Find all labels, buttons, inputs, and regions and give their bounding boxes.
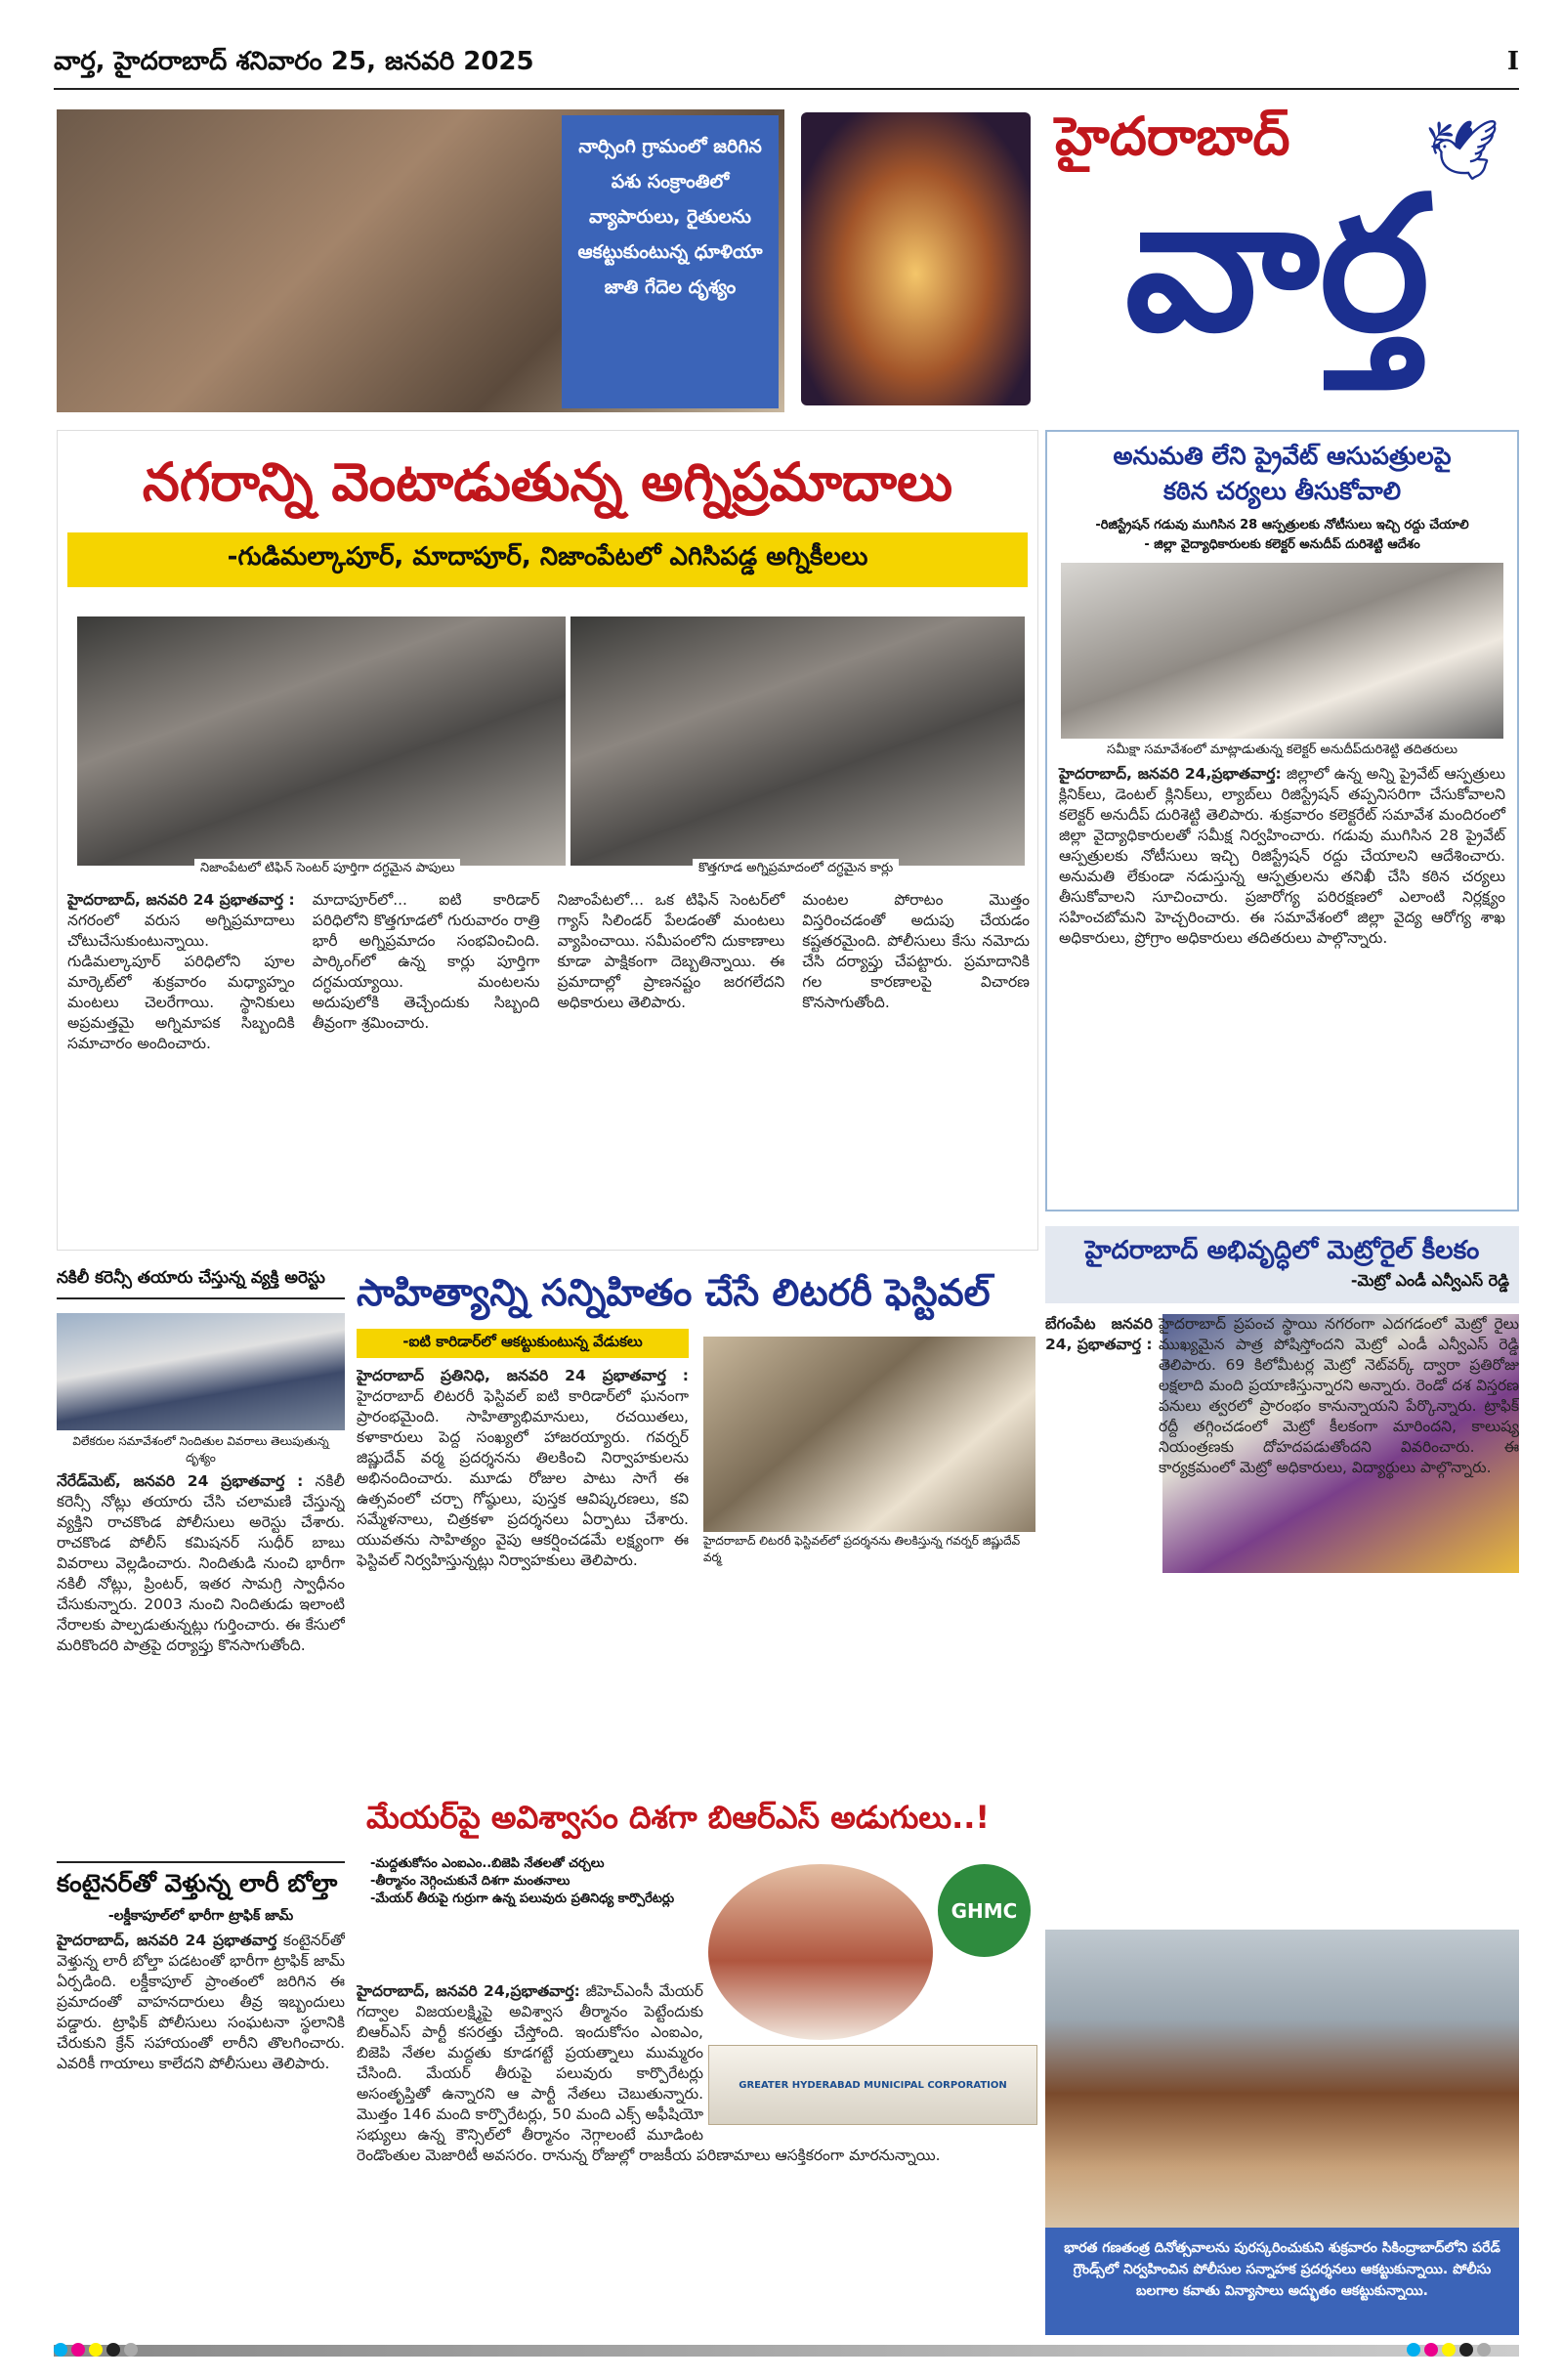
fire-sub-headline: -గుడిమల్కాపూర్, మాదాపూర్, నిజాంపేటలో ఎగిసిపడ్డ అగ్నికీలలు [67, 532, 1028, 587]
fake-currency-story [57, 1268, 345, 1854]
masthead-brand: వార్త [1124, 154, 1430, 372]
republic-caption-box [1045, 2228, 1519, 2335]
hospital-body [1047, 764, 1517, 1174]
mayor-story [357, 1796, 1035, 2338]
fire-story [57, 430, 1038, 1251]
hospital-story [1045, 430, 1519, 1211]
fake-currency-photo [57, 1313, 345, 1430]
fire-dateline: హైదరాబాద్, జనవరి 24 ప్రభాతవార్త : [67, 891, 295, 909]
literature-dateline: హైదరాబాద్ ప్రతినిధి, జనవరి 24 ప్రభాతవార్త : [357, 1367, 689, 1384]
fire-photo-tiffin [77, 616, 566, 866]
fake-currency-headline: నకిలీ కరెన్సీ తయారు చేస్తున్న వ్యక్తి అరెస్టు [57, 1268, 345, 1299]
metro-story [1045, 1226, 1519, 1915]
charminar-image [801, 112, 1031, 405]
metro-dateline: బేగంపేట జనవరి 24, ప్రభాతవార్త : [1045, 1315, 1153, 1353]
fake-currency-text: నకిలీ కరెన్సీ నోట్లు తయారు చేసి చలామణి చేస్తున్న వ్యక్తిని రాచకొండ పోలీసులు అరెస్టు చేశారు. రాచకొండ పోలీస్ కమిషనర్ సుధీర్ బాబు వివరాలు వెల్లడించారు. నిందితుడి నుంచి భారీగా నకిలీ నోట్లు, ప్రింటర్, ఇతర సామగ్రి స్వాధీనం చేసుకున్నారు. 2003 నుంచి నిందితుడు ఇలాంటి నేరాలకు పాల్పడుతున్నట్లు గుర్తించారు. ఈ కేసులో మరికొందరి పాత్రపై దర్యాప్తు కొనసాగుతోంది. [57, 1472, 345, 1654]
republic-parade-photo [1045, 1930, 1519, 2228]
literature-text: హైదరాబాద్ లిటరరీ ఫెస్టివల్ ఐటి కారిడార్‌లో ఘనంగా ప్రారంభమైంది. సాహిత్యాభిమానులు, రచయితలు, కళాకారులు పెద్ద సంఖ్యలో హాజరయ్యారు. గవర్నర్ జిష్ణుదేవ్ వర్మ ప్రదర్శనను తిలకించి నిర్వాహకులను అభినందించారు. మూడు రోజుల పాటు సాగే ఈ ఉత్సవంలో చర్చా గోష్ఠులు, పుస్తక ఆవిష్కరణలు, కవి సమ్మేళనాలు, చిత్రకళా ప్రదర్శనలు ఏర్పాటు చేశారు. యువతను సాహిత్యం వైపు ఆకర్షించడమే లక్ష్యంగా ఈ ఫెస్టివల్ నిర్వహిస్తున్నట్లు నిర్వాహకులు తెలిపారు. [357, 1387, 689, 1569]
lorry-body [57, 1931, 345, 2302]
fire-para-1: నగరంలో వరుస అగ్నిప్రమాదాలు చోటుచేసుకుంటున్నాయి. గుడిమల్కాపూర్ పరిధిలోని పూల మార్కెట్‌లో శుక్రవారం మధ్యాహ్నం మంటలు చెలరేగాయి. స్థానికులు అప్రమత్తమై అగ్నిమాపక సిబ్బందికి సమాచారం అందించారు. [67, 912, 295, 1052]
top-photo-caption-box [562, 115, 779, 408]
ghmc-gate-text: GREATER HYDERABAD MUNICIPAL CORPORATION [739, 2079, 1007, 2091]
hospital-text: జిల్లాలో ఉన్న అన్ని ప్రైవేట్ ఆస్పత్రులు క్లినిక్‌లు, డెంటల్ క్లినిక్‌లు, ల్యాబ్‌లు రిజిస్ట్రేషన్ తప్పనిసరిగా చేసుకోవాలని కలెక్టర్ అనుదీప్ దురిశెట్టి తెలిపారు. శుక్రవారం కలెక్టరేట్ సమావేశ మందిరంలో జిల్లా వైద్యాధికారులతో సమీక్ష నిర్వహించారు. గడువు ముగిసిన 28 ప్రైవేట్ ఆస్పత్రులకు నోటీసులు ఇచ్చి రిజిస్ట్రేషన్ రద్దు చేయాలని ఆదేశించారు. అనుమతి లేకుండా నడుస్తున్న ఆస్పత్రులను తనిఖీ చేసి కఠిన చర్యలు తీసుకోవాలని సూచించారు. ప్రజారోగ్య పరిరక్షణలో ఎలాంటి నిర్లక్ష్యం సహించబోమని హెచ్చరించారు. ఈ సమావేశంలో జిల్లా వైద్య ఆరోగ్య శాఖ అధికారులు, ప్రోగ్రాం అధికారులు తదితరులు పాల్గొన్నారు. [1059, 765, 1505, 947]
metro-headline: హైదరాబాద్ అభివృద్ధిలో మెట్రోరైల్ కీలకం [1084, 1236, 1480, 1265]
header-date: వార్త, హైదరాబాద్ శనివారం 25, జనవరి 2025 [54, 47, 534, 76]
metro-headline-bar [1045, 1226, 1519, 1303]
mayor-sub-3: -మేయర్ తీరుపై గుర్రుగా ఉన్న పలువురు ప్రతినిధ్య కార్పొరేటర్లు [370, 1891, 675, 1906]
lorry-story [57, 1861, 345, 2340]
literature-story [357, 1268, 1035, 1796]
mayor-sub-2: -తీర్మానం నెగ్గించుకునే దిశగా మంతనాలు [370, 1874, 570, 1889]
metro-text: హైదరాబాద్ ప్రపంచ స్థాయి నగరంగా ఎదగడంలో మెట్రో రైలు ముఖ్యమైన పాత్ర పోషిస్తోందని మెట్రో ఎండీ ఎన్వీఎస్ రెడ్డి తెలిపారు. 69 కిలోమీటర్ల మెట్రో నెట్‌వర్క్ ద్వారా ప్రతిరోజు లక్షలాది మంది ప్రయాణిస్తున్నారని అన్నారు. రెండో దశ విస్తరణ పనులు త్వరలో ప్రారంభం కానున్నాయని పేర్కొన్నారు. ట్రాఫిక్ రద్దీ తగ్గించడంలో మెట్రో కీలకంగా మారిందని, కాలుష్య నియంత్రణకు దోహదపడుతోందని వివరించారు. ఈ కార్యక్రమంలో మెట్రో అధికారులు, విద్యార్థులు పాల్గొన్నారు. [1159, 1315, 1519, 1476]
masthead [1035, 107, 1519, 410]
hospital-sub-2: - జిల్లా వైద్యాధికారులకు కలెక్టర్ అనుదీప్ దురిశెట్టి ఆదేశం [1144, 537, 1420, 552]
hospital-dateline: హైదరాబాద్, జనవరి 24,ప్రభాతవార్త: [1059, 765, 1282, 783]
registration-dots-right [1407, 2343, 1491, 2357]
fire-caption-2: కొత్తగూడ అగ్నిప్రమాదంలో దగ్ధమైన కార్లు [693, 859, 899, 880]
republic-caption: భారత గణతంత్ర దినోత్సవాలను పురస్కరించుకుని శుక్రవారం సికింద్రాబాద్‌లోని పరేడ్ గ్రౌండ్స్‌లో నిర్వహించిన పోలీసుల సన్నాహక ప్రదర్శనలు ఆకట్టుకున్నాయి. పోలీసు బలగాల కవాతు విన్యాసాలు అద్భుతం ఆకట్టుకున్నాయి. [1064, 2240, 1500, 2299]
literature-photo [703, 1337, 1035, 1532]
fake-currency-body [57, 1471, 345, 1882]
fake-currency-caption: విలేకరుల సమావేశంలో నిందితుల వివరాలు తెలుపుతున్న దృశ్యం [72, 1434, 329, 1465]
mayor-text: జీహెచ్ఎంసీ మేయర్ గద్వాల విజయలక్ష్మిపై అవిశ్వాస తీర్మానం పెట్టేందుకు బిఆర్ఎస్ పార్టీ కసరత్తు చేస్తోంది. ఇందుకోసం ఎంఐఎం, బిజెపి నేతల మద్దతు కూడగట్టే ప్రయత్నాలు ముమ్మరం చేసింది. మేయర్ తీరుపై పలువురు కార్పొరేటర్లు అసంతృప్తితో ఉన్నారని ఆ పార్టీ నేతలు చెబుతున్నారు. మొత్తం 146 మంది కార్పొరేటర్లు, 50 మంది ఎక్స్ అఫీషియో సభ్యులు ఉన్న కౌన్సిల్‌లో తీర్మానం నెగ్గాలంటే మూడింట రెండొంతుల మెజారిటీ అవసరం. రానున్న రోజుల్లో రాజకీయ పరిణామాలు ఆసక్తికరంగా మారనున్నాయి. [357, 1982, 941, 2164]
hospital-meeting-photo [1061, 563, 1503, 739]
mayor-dateline: హైదరాబాద్, జనవరి 24,ప్రభాతవార్త: [357, 1982, 580, 2000]
registration-dots-left [54, 2343, 138, 2357]
mayor-body [357, 1981, 1035, 2333]
footer-bar [54, 2345, 1519, 2357]
fire-para-2: మాదాపూర్‌లో... ఐటి కారిడార్ పరిధిలోని కొత్తగూడలో గురువారం రాత్రి భారీ అగ్నిప్రమాదం సంభవించింది. పార్కింగ్‌లో ఉన్న కార్లు పూర్తిగా దగ్ధమయ్యాయి. మంటలను అదుపులోకి తెచ్చేందుకు సిబ్బంది తీవ్రంగా శ్రమించారు. [312, 891, 540, 1032]
metro-body [1045, 1314, 1519, 1910]
literature-caption: హైదరాబాద్ లిటరరీ ఫెస్టివల్‌లో ప్రదర్శనను తిలకిస్తున్న గవర్నర్ జిష్ణుదేవ్ వర్మ [703, 1534, 1021, 1564]
hospital-headline-2: కఠిన చర్యలు తీసుకోవాలి [1162, 477, 1402, 505]
lorry-sub: -లక్డీకాపూల్‌లో భారీగా ట్రాఫిక్ జామ్ [107, 1908, 294, 1924]
fake-currency-dateline: నేరేడ్‌మెట్, జనవరి 24 ప్రభాతవార్త : [57, 1472, 304, 1490]
masthead-city: హైదరాబాద్ [1055, 106, 1290, 167]
lorry-headline: కంటైనర్‌తో వెళ్తున్న లారీ బోల్తా [57, 1861, 345, 1904]
hospital-headline-1: అనుమతి లేని ప్రైవేట్ ఆసుపత్రులపై [1113, 442, 1452, 470]
lorry-text: కంటైనర్‌తో వెళ్తున్న లారీ బోల్తా పడటంతో భారీగా ట్రాఫిక్ జామ్ ఏర్పడింది. లక్డీకాపూల్ ప్రాంతంలో జరిగిన ఈ ప్రమాదంతో వాహనదారులు తీవ్ర ఇబ్బందులు పడ్డారు. ట్రాఫిక్ పోలీసులు సంఘటనా స్థలానికి చేరుకుని క్రేన్ సహాయంతో లారీని తొలగించారు. ఎవరికీ గాయాలు కాలేదని పోలీసులు తెలిపారు. [57, 1932, 345, 2072]
fire-photo-cars [570, 616, 1025, 866]
fire-para-3: నిజాంపేటలో... ఒక టిఫిన్ సెంటర్‌లో గ్యాస్ సిలిండర్ పేలడంతో మంటలు వ్యాపించాయి. సమీపంలోని దుకాణాలు కూడా పాక్షికంగా దెబ్బతిన్నాయి. ఈ ప్రమాదాల్లో ప్రాణనష్టం జరగలేదని అధికారులు తెలిపారు. [557, 891, 785, 1011]
fire-caption-1: నిజాంపేటలో టిఫిన్ సెంటర్ పూర్తిగా దగ్ధమైన పాపులు [194, 859, 460, 880]
literature-headline: సాహిత్యాన్ని సన్నిహితం చేసే లిటరరీ ఫెస్టివల్ [357, 1271, 991, 1314]
mayor-sub-1: -మద్దతుకోసం ఎంఐఎం..బిజెపి నేతలతో చర్చలు [370, 1856, 605, 1871]
hospital-sub-1: -రిజిస్ట్రేషన్ గడువు ముగిసిన 28 ఆస్పత్రులకు నోటీసులు ఇచ్చి రద్దు చేయాలి [1095, 518, 1469, 532]
mayor-headline: మేయర్‌పై అవిశ్వాసం దిశగా బిఆర్ఎస్ అడుగులు..! [366, 1799, 991, 1836]
hospital-caption: సమీక్షా సమావేశంలో మాట్లాడుతున్న కలెక్టర్ అనుదీప్‌దురిశెట్టి తదితరులు [1107, 743, 1457, 757]
fire-para-4: మంటల పోరాటం మొత్తం విస్తరించడంతో అదుపు చేయడం కష్టతరమైంది. పోలీసులు కేసు నమోదు చేసి దర్యాప్తు చేపట్టారు. ప్రమాదానికి గల కారణాలపై విచారణ కొనసాగుతోంది. [802, 891, 1030, 1011]
dove-icon: 🕊 [1424, 116, 1500, 185]
page-number: I [1506, 47, 1519, 76]
ghmc-label: GHMC [950, 1898, 1018, 1923]
lorry-dateline: హైదరాబాద్, జనవరి 24 ప్రభాతవార్త [57, 1932, 277, 1949]
fire-body [67, 890, 1030, 1242]
fire-headline: నగరాన్ని వెంటాడుతున్న అగ్నిప్రమాదాలు [142, 451, 953, 513]
literature-sub: -ఐటి కారిడార్‌లో ఆకట్టుకుంటున్న వేడుకలు [357, 1329, 689, 1358]
ghmc-logo [938, 1864, 1031, 1957]
literature-body [357, 1366, 689, 1796]
page-header [54, 47, 1519, 90]
top-photo-caption: నార్సింగి గ్రామంలో జరిగిన పశు సంక్రాంతిలో వ్యాపారులు, రైతులను ఆకట్టుకుంటున్న ధూళియా జాతి గేదెల దృశ్యం [577, 136, 763, 298]
metro-sub: -మెట్రో ఎండీ ఎన్వీఎస్ రెడ్డి [1350, 1271, 1509, 1290]
